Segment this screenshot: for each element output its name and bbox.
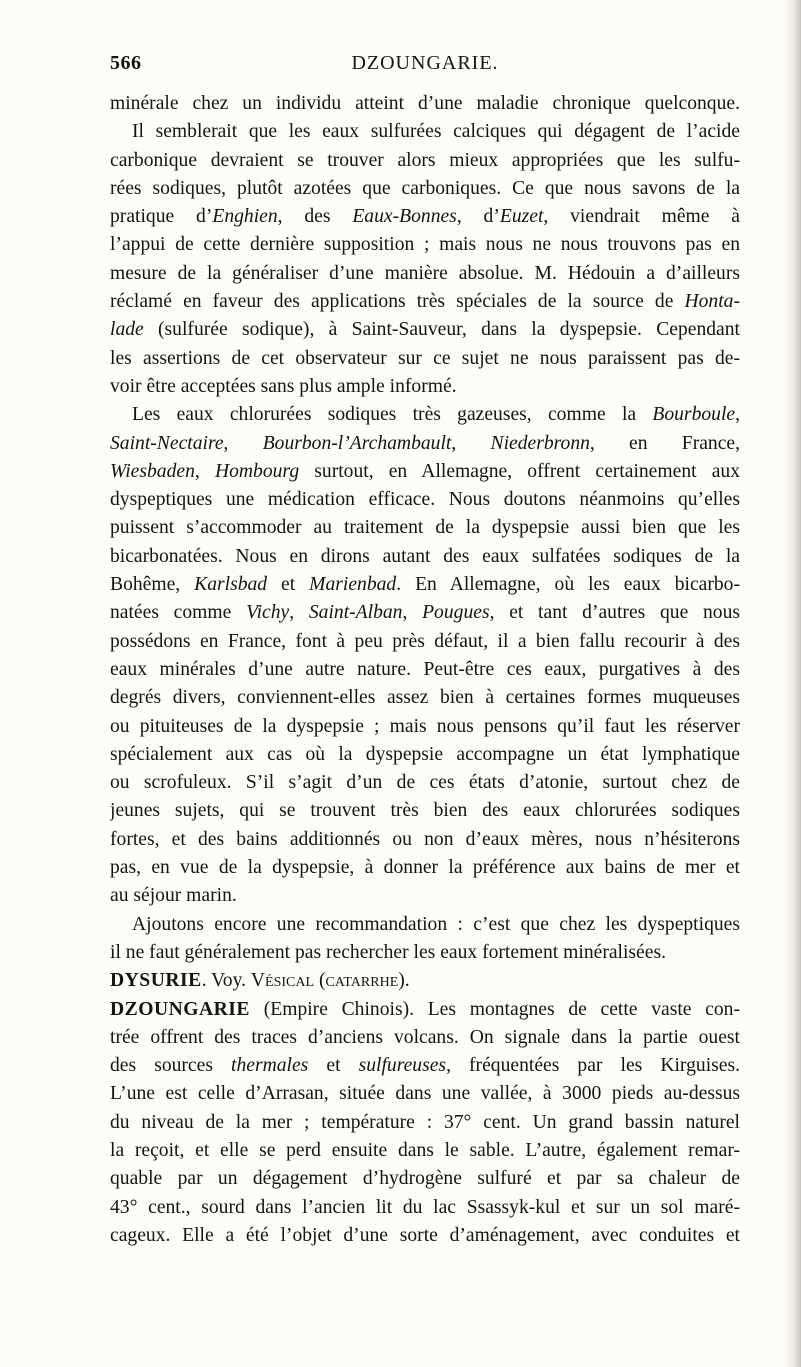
italic-span: lade bbox=[110, 319, 144, 341]
italic-span: Saint-Nectaire bbox=[110, 432, 224, 454]
text-span: il ne faut généralement pas rechercher les eaux fortement minéralisées. bbox=[110, 941, 666, 963]
text-line bbox=[110, 316, 740, 344]
cross-reference: Vésical (catarrhe) bbox=[250, 970, 405, 992]
text-span: quable par un dégagement d’hydrogène sulfuré et par sa chaleur de bbox=[110, 1168, 740, 1190]
text-line bbox=[110, 430, 740, 458]
italic-span: Niederbronn bbox=[490, 432, 590, 454]
italic-span: Pougues bbox=[422, 602, 490, 624]
text-span: . En Allemagne, où les eaux bicarbo- bbox=[396, 574, 740, 596]
text-line bbox=[110, 486, 740, 514]
italic-span: Karlsbad bbox=[194, 574, 268, 596]
text-line bbox=[110, 543, 740, 571]
text-line bbox=[110, 203, 740, 231]
running-head bbox=[110, 52, 740, 82]
text-line bbox=[110, 1222, 740, 1250]
text-span: Bohême, bbox=[110, 574, 195, 596]
text-span: , bbox=[223, 432, 263, 454]
italic-span: Bourbon-l’Archambault bbox=[262, 432, 452, 454]
text-span: les assertions de cet observateur sur ce sujet ne nous paraissent pas de- bbox=[110, 347, 740, 369]
text-span: cageux. Elle a été l’objet d’une sorte d’aménagement, avec conduites et bbox=[110, 1224, 740, 1246]
italic-span: Bourboule bbox=[652, 404, 736, 426]
text-span: l’appui de cette dernière supposition ; mais nous ne nous trouvons pas en bbox=[110, 234, 740, 256]
italic-span: Wiesbaden bbox=[110, 460, 195, 482]
text-span: réclamé en faveur des applications très spéciales de la source de bbox=[110, 291, 685, 313]
text-line bbox=[110, 231, 740, 259]
text-span: eaux minérales d’une autre nature. Peut-être ces eaux, purgatives à des bbox=[110, 658, 740, 680]
italic-span: Saint-Alban bbox=[308, 602, 403, 624]
text-line bbox=[110, 939, 740, 967]
entry-headword: DZOUNGARIE bbox=[110, 998, 250, 1020]
text-line bbox=[110, 854, 740, 882]
text-line bbox=[110, 1165, 740, 1193]
text-line bbox=[110, 911, 740, 939]
text-line bbox=[110, 1137, 740, 1165]
text-line bbox=[110, 260, 740, 288]
text-span: , bbox=[451, 432, 491, 454]
italic-span: Marienbad bbox=[309, 574, 397, 596]
text-span: rées sodiques, plutôt azotées que carboniques. Ce que nous savons de la bbox=[110, 177, 740, 199]
italic-span: Honta- bbox=[684, 291, 740, 313]
text-line bbox=[110, 882, 740, 910]
text-span: surtout, en Allemagne, offrent certainement aux bbox=[299, 460, 740, 482]
text-line bbox=[110, 656, 740, 684]
italic-span: thermales bbox=[231, 1055, 309, 1077]
text-span: , d’ bbox=[456, 206, 500, 228]
text-span: et bbox=[308, 1055, 359, 1077]
page-edge-shadow bbox=[783, 0, 801, 1367]
text-span: , bbox=[194, 460, 215, 482]
text-span: bicarbonatées. Nous en dirons autant des eaux sulfatées sodiques de la bbox=[110, 545, 740, 567]
body-text bbox=[110, 90, 740, 1250]
italic-span: sulfureuses bbox=[358, 1055, 447, 1077]
text-span: natées comme bbox=[110, 602, 247, 624]
text-span: , bbox=[735, 404, 740, 426]
text-span: degrés divers, conviennent-elles assez bien à certaines formes muqueuses bbox=[110, 687, 740, 709]
italic-span: Vichy bbox=[246, 602, 290, 624]
text-line bbox=[110, 514, 740, 542]
text-line bbox=[110, 684, 740, 712]
text-span: pratique d’ bbox=[110, 206, 213, 228]
text-span: , des bbox=[277, 206, 353, 228]
text-line bbox=[110, 288, 740, 316]
text-span: ou pituiteuses de la dyspepsie ; mais nous pensons qu’il faut les réserver bbox=[110, 715, 740, 737]
italic-span: Enghien bbox=[212, 206, 278, 228]
text-span: puissent s’accommoder au traitement de la dyspepsie aussi bien que les bbox=[110, 517, 740, 539]
text-span: la reçoit, et elle se perd ensuite dans le sable. L’autre, également remar- bbox=[110, 1139, 740, 1161]
text-line bbox=[110, 741, 740, 769]
text-span: dyspeptiques une médication efficace. Nous doutons néanmoins qu’elles bbox=[110, 489, 740, 511]
text-span: Il semblerait que les eaux sulfurées calciques qui dégagent de l’acide bbox=[132, 121, 740, 143]
text-line bbox=[110, 713, 740, 741]
text-line bbox=[110, 967, 740, 995]
text-line bbox=[110, 628, 740, 656]
text-span: des sources bbox=[110, 1055, 232, 1077]
text-span: Ajoutons encore une recommandation : c’est que chez les dyspeptiques bbox=[132, 913, 740, 935]
text-span: Les eaux chlorurées sodiques très gazeuses, comme la bbox=[132, 404, 653, 426]
text-span: jeunes sujets, qui se trouvent très bien des eaux chlorurées sodiques bbox=[110, 800, 740, 822]
text-span: 43° cent., sourd dans l’ancien lit du lac Ssassyk-kul et sur un sol maré- bbox=[110, 1196, 740, 1218]
text-line bbox=[110, 90, 740, 118]
text-line bbox=[110, 996, 740, 1024]
text-span: . Voy. bbox=[201, 970, 251, 992]
text-line bbox=[110, 769, 740, 797]
text-span: , viendrait même à bbox=[543, 206, 740, 228]
page-number: 566 bbox=[110, 52, 142, 74]
text-line bbox=[110, 1052, 740, 1080]
text-span: pas, en vue de la dyspepsie, à donner la préférence aux bains de mer et bbox=[110, 857, 740, 879]
text-span: , et tant d’autres que nous bbox=[489, 602, 740, 624]
text-span: spécialement aux cas où la dyspepsie accompagne un état lymphatique bbox=[110, 743, 740, 765]
text-line bbox=[110, 373, 740, 401]
text-line bbox=[110, 345, 740, 373]
text-span: mesure de la généraliser d’une manière absolue. M. Hédouin a d’ailleurs bbox=[110, 262, 740, 284]
text-line bbox=[110, 826, 740, 854]
text-span: du niveau de la mer ; température : 37° cent. Un grand bassin naturel bbox=[110, 1111, 740, 1133]
text-span: fortes, et des bains additionnés ou non d’eaux mères, nous n’hésiterons bbox=[110, 828, 740, 850]
italic-span: Euzet bbox=[499, 206, 544, 228]
text-span: , bbox=[402, 602, 423, 624]
text-span: . bbox=[404, 970, 410, 992]
text-span: , en France, bbox=[589, 432, 740, 454]
text-line bbox=[110, 571, 740, 599]
text-line bbox=[110, 1194, 740, 1222]
text-line bbox=[110, 401, 740, 429]
italic-span: Hombourg bbox=[214, 460, 300, 482]
italic-span: Eaux-Bonnes bbox=[352, 206, 457, 228]
text-span: , fréquentées par les Kirguises. bbox=[446, 1055, 740, 1077]
text-line bbox=[110, 1024, 740, 1052]
text-span: voir être acceptées sans plus ample informé. bbox=[110, 375, 457, 397]
text-line bbox=[110, 599, 740, 627]
text-span: minérale chez un individu atteint d’une maladie chronique quelconque. bbox=[110, 93, 740, 114]
running-title: DZOUNGARIE. bbox=[351, 52, 499, 74]
text-span: (sulfurée sodique), à Saint-Sauveur, dans la dyspepsie. Cependant bbox=[143, 319, 740, 341]
text-span: (Empire Chinois). Les montagnes de cette vaste con- bbox=[250, 998, 740, 1020]
text-span: trée offrent des traces d’anciens volcans. On signale dans la partie ouest bbox=[110, 1026, 740, 1048]
text-span: L’une est celle d’Arrasan, située dans une vallée, à 3000 pieds au-dessus bbox=[110, 1083, 740, 1105]
text-line bbox=[110, 175, 740, 203]
text-line bbox=[110, 458, 740, 486]
text-line bbox=[110, 1109, 740, 1137]
text-span: carbonique devraient se trouver alors mieux appropriées que les sulfu- bbox=[110, 149, 740, 171]
text-line bbox=[110, 797, 740, 825]
entry-headword: DYSURIE bbox=[110, 970, 202, 992]
text-span: au séjour marin. bbox=[110, 885, 237, 907]
text-line bbox=[110, 1080, 740, 1108]
text-span: , bbox=[289, 602, 309, 624]
text-span: possédons en France, font à peu près défaut, il a bien fallu recourir à des bbox=[110, 630, 740, 652]
text-span: et bbox=[267, 574, 310, 596]
text-span: ou scrofuleux. S’il s’agit d’un de ces états d’atonie, surtout chez de bbox=[110, 772, 740, 794]
text-line bbox=[110, 147, 740, 175]
text-line bbox=[110, 118, 740, 146]
